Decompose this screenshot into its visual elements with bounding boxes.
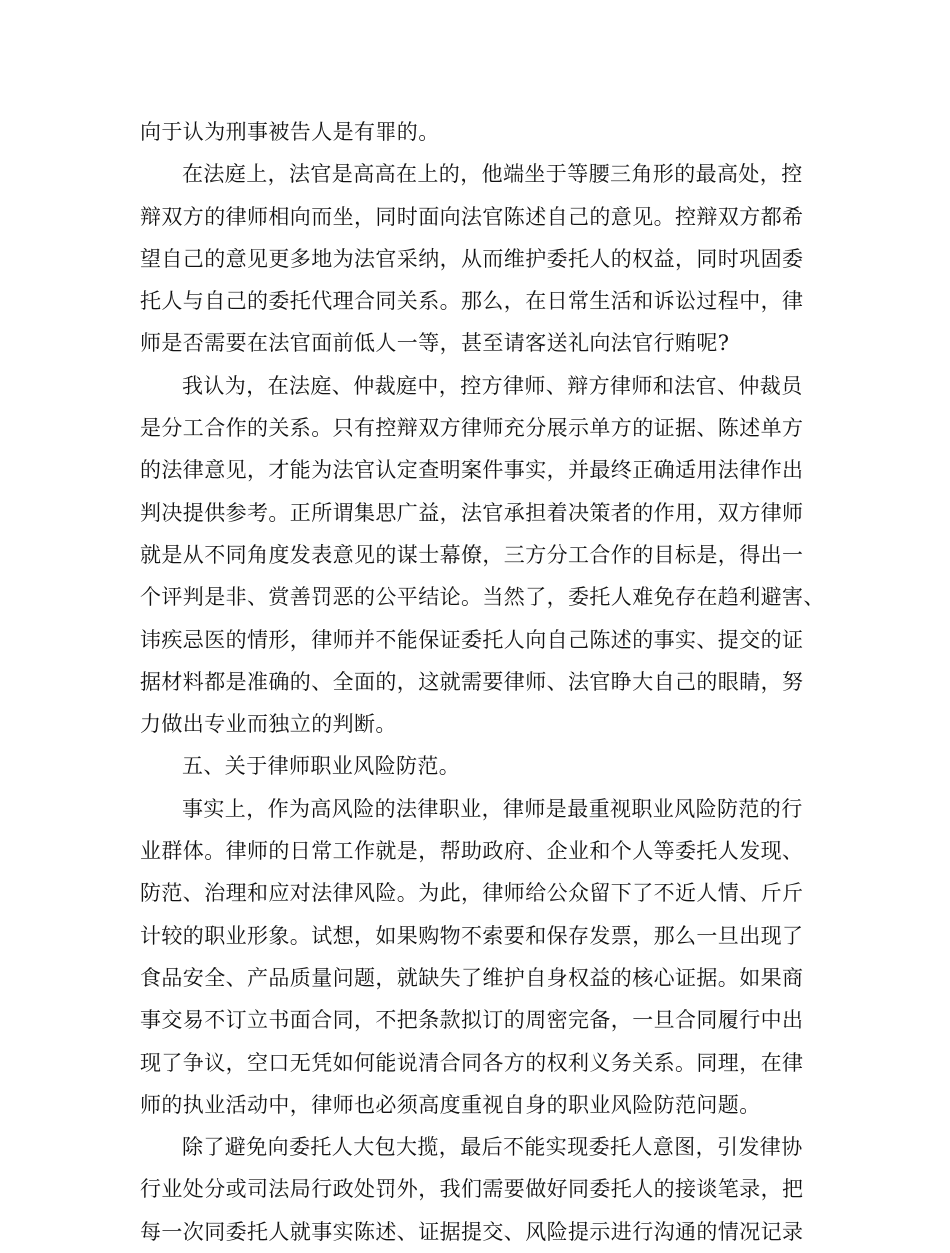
text-line: 计较的职业形象。试想，如果购物不索要和保存发票，那么一旦出现了 (140, 923, 804, 948)
text-line: 事交易不订立书面合同，不把条款拟订的周密完备，一旦合同履行中出 (140, 1008, 804, 1033)
text-line: 个评判是非、赏善罚恶的公平结论。当然了，委托人难免存在趋利避害、 (140, 585, 825, 610)
text-line: 力做出专业而独立的判断。 (140, 712, 397, 737)
text-line: 讳疾忌医的情形，律师并不能保证委托人向自己陈述的事实、提交的证 (140, 627, 804, 652)
text-line: 我认为，在法庭、仲裁庭中，控方律师、辩方律师和法官、仲裁员 (182, 373, 803, 398)
body-text (140, 111, 825, 1253)
text-line: 除了避免向委托人大包大揽，最后不能实现委托人意图，引发律协 (182, 1135, 803, 1160)
text-line: 每一次同委托人就事实陈述、证据提交、风险提示进行沟通的情况记录 (140, 1219, 804, 1244)
text-line: 辩双方的律师相向而坐，同时面向法官陈述自己的意见。控辩双方都希 (140, 204, 804, 229)
text-line: 就是从不同角度发表意见的谋士幕僚，三方分工合作的目标是，得出一 (140, 542, 804, 567)
text-line: 防范、治理和应对法律风险。为此，律师给公众留下了不近人情、斤斤 (140, 881, 804, 906)
text-line: 行业处分或司法局行政处罚外，我们需要做好同委托人的接谈笔录，把 (140, 1177, 804, 1202)
text-line: 的法律意见，才能为法官认定查明案件事实，并最终正确适用法律作出 (140, 458, 804, 483)
text-line: 托人与自己的委托代理合同关系。那么，在日常生活和诉讼过程中，律 (140, 289, 804, 314)
text-line: 业群体。律师的日常工作就是，帮助政府、企业和个人等委托人发现、 (140, 839, 804, 864)
text-line: 现了争议，空口无凭如何能说清合同各方的权利义务关系。同理，在律 (140, 1050, 804, 1075)
text-line: 向于认为刑事被告人是有罪的。 (140, 120, 440, 144)
text-line: 判决提供参考。正所谓集思广益，法官承担着决策者的作用，双方律师 (140, 500, 804, 525)
text-line: 是分工合作的关系。只有控辩双方律师充分展示单方的证据、陈述单方 (140, 416, 804, 441)
text-line: 据材料都是准确的、全面的，这就需要律师、法官睁大自己的眼睛，努 (140, 669, 804, 694)
text-line: 师的执业活动中，律师也必须高度重视自身的职业风险防范问题。 (140, 1092, 761, 1117)
text-line: 望自己的意见更多地为法官采纳，从而维护委托人的权益，同时巩固委 (140, 246, 804, 271)
text-line: 在法庭上，法官是高高在上的，他端坐于等腰三角形的最高处，控 (182, 162, 803, 187)
text-line: 师是否需要在法官面前低人一等，甚至请客送礼向法官行贿呢? (140, 331, 730, 356)
text-line: 五、关于律师职业风险防范。 (182, 754, 461, 779)
text-line: 食品安全、产品质量问题，就缺失了维护自身权益的核心证据。如果商 (140, 965, 804, 990)
text-line: 事实上，作为高风险的法律职业，律师是最重视职业风险防范的行 (182, 796, 803, 821)
